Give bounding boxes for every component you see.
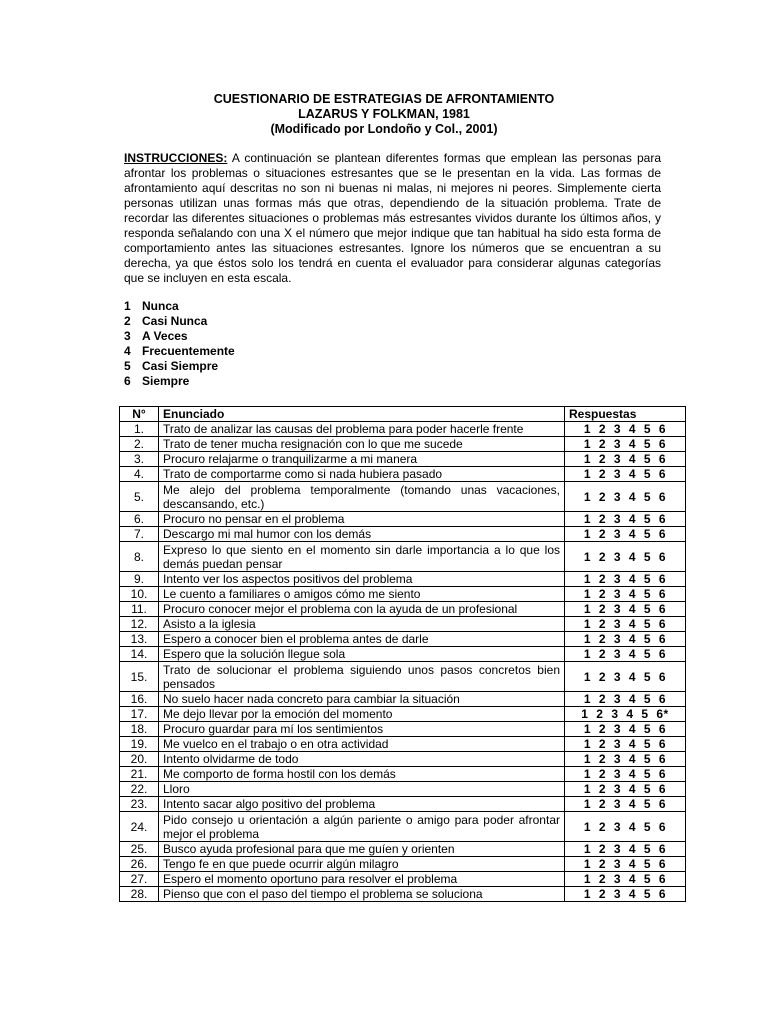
item-responses: 1 2 3 4 5 6 <box>565 512 686 527</box>
scale-item <box>124 344 235 359</box>
item-responses: 1 2 3 4 5 6 <box>565 872 686 887</box>
header-statement: Enunciado <box>159 407 565 422</box>
item-statement: Asisto a la iglesia <box>159 617 565 632</box>
item-number: 13. <box>120 632 159 647</box>
item-statement: Descargo mi mal humor con los demás <box>159 527 565 542</box>
table-row <box>120 542 686 572</box>
table-row <box>120 842 686 857</box>
item-statement: Pido consejo u orientación a algún pariente o amigo para poder afrontar mejor el problema <box>159 812 565 842</box>
table-row <box>120 767 686 782</box>
item-number: 2. <box>120 437 159 452</box>
item-statement: Expreso lo que siento en el momento sin darle importancia a lo que los demás puedan pensar <box>159 542 565 572</box>
item-responses: 1 2 3 4 5 6 <box>565 782 686 797</box>
table-row <box>120 887 686 902</box>
scale-number: 6 <box>124 374 131 388</box>
item-number: 16. <box>120 692 159 707</box>
table-row <box>120 737 686 752</box>
table-row <box>120 872 686 887</box>
item-number: 6. <box>120 512 159 527</box>
item-statement: Intento ver los aspectos positivos del problema <box>159 572 565 587</box>
scale-item <box>124 299 235 314</box>
scale-number: 1 <box>124 299 131 313</box>
instructions-paragraph <box>124 151 661 286</box>
instructions-text: A continuación se plantean diferentes formas que emplean las personas para afrontar los problemas o situaciones estresantes que se le presentan en la vida. Las formas de afrontamiento aquí descritas no son ni buenas ni malas, ni mejores ni peores. Simplemente cierta personas utilizan unas formas más que otras, dependiendo de la situación problema. Trate de recordar las diferentes situaciones o problemas más estresantes vividos durante los últimos años, y responda señalando con una X el número que mejor indique que tan habitual ha sido esta forma de comportamiento antes las situaciones estresantes. Ignore los números que se encuentran a su derecha, ya que éstos solo los tendrá en cuenta el evaluador para considerar algunas categorías que se incluyen en esta escala. <box>124 151 661 285</box>
item-number: 22. <box>120 782 159 797</box>
table-row <box>120 812 686 842</box>
item-statement: Espero a conocer bien el problema antes de darle <box>159 632 565 647</box>
item-number: 17. <box>120 707 159 722</box>
item-responses: 1 2 3 4 5 6 <box>565 587 686 602</box>
table-row <box>120 572 686 587</box>
item-responses: 1 2 3 4 5 6 <box>565 887 686 902</box>
scale-label: Casi Siempre <box>142 359 219 373</box>
table-row <box>120 422 686 437</box>
item-responses: 1 2 3 4 5 6 <box>565 572 686 587</box>
item-statement: Le cuento a familiares o amigos cómo me siento <box>159 587 565 602</box>
item-statement: Lloro <box>159 782 565 797</box>
item-statement: Procuro no pensar en el problema <box>159 512 565 527</box>
item-number: 11. <box>120 602 159 617</box>
item-responses: 1 2 3 4 5 6 <box>565 602 686 617</box>
item-statement: Me comporto de forma hostil con los demás <box>159 767 565 782</box>
scale-number: 5 <box>124 359 131 373</box>
table-row <box>120 632 686 647</box>
scale-item <box>124 374 235 389</box>
item-responses: 1 2 3 4 5 6 <box>565 437 686 452</box>
item-statement: Busco ayuda profesional para que me guíen y orienten <box>159 842 565 857</box>
table-row <box>120 617 686 632</box>
item-number: 23. <box>120 797 159 812</box>
item-statement: Me alejo del problema temporalmente (tomando unas vacaciones, descansando, etc.) <box>159 482 565 512</box>
item-responses: 1 2 3 4 5 6 <box>565 527 686 542</box>
item-statement: Trato de analizar las causas del problema para poder hacerle frente <box>159 422 565 437</box>
item-responses: 1 2 3 4 5 6 <box>565 692 686 707</box>
item-statement: Tengo fe en que puede ocurrir algún milagro <box>159 857 565 872</box>
item-responses: 1 2 3 4 5 6 <box>565 737 686 752</box>
response-scale-legend <box>124 299 235 389</box>
table-row <box>120 752 686 767</box>
table-row <box>120 797 686 812</box>
header-number: N° <box>120 407 159 422</box>
item-statement: No suelo hacer nada concreto para cambiar la situación <box>159 692 565 707</box>
item-statement: Intento olvidarme de todo <box>159 752 565 767</box>
table-row <box>120 482 686 512</box>
item-responses: 1 2 3 4 5 6 <box>565 797 686 812</box>
item-number: 20. <box>120 752 159 767</box>
item-number: 12. <box>120 617 159 632</box>
item-statement: Me dejo llevar por la emoción del momento <box>159 707 565 722</box>
table-row <box>120 782 686 797</box>
item-statement: Procuro conocer mejor el problema con la ayuda de un profesional <box>159 602 565 617</box>
scale-label: A Veces <box>142 329 188 343</box>
item-responses: 1 2 3 4 5 6 <box>565 542 686 572</box>
table-row <box>120 662 686 692</box>
table-row <box>120 512 686 527</box>
scale-label: Casi Nunca <box>142 314 208 328</box>
item-number: 21. <box>120 767 159 782</box>
item-number: 26. <box>120 857 159 872</box>
item-responses: 1 2 3 4 5 6 <box>565 752 686 767</box>
item-number: 19. <box>120 737 159 752</box>
title-line-2: LAZARUS Y FOLKMAN, 1981 <box>298 107 470 121</box>
scale-item <box>124 314 235 329</box>
document-title <box>0 92 768 137</box>
item-responses: 1 2 3 4 5 6 <box>565 767 686 782</box>
scale-number: 4 <box>124 344 131 358</box>
item-statement: Trato de comportarme como si nada hubiera pasado <box>159 467 565 482</box>
table-row <box>120 452 686 467</box>
instructions-label: INSTRUCCIONES: <box>124 151 228 165</box>
questionnaire-table <box>119 406 686 902</box>
table-row <box>120 647 686 662</box>
item-number: 24. <box>120 812 159 842</box>
item-statement: Trato de solucionar el problema siguiendo unos pasos concretos bien pensados <box>159 662 565 692</box>
item-responses: 1 2 3 4 5 6 <box>565 632 686 647</box>
item-responses: 1 2 3 4 5 6 <box>565 617 686 632</box>
item-number: 5. <box>120 482 159 512</box>
item-number: 25. <box>120 842 159 857</box>
item-responses: 1 2 3 4 5 6 <box>565 662 686 692</box>
item-statement: Procuro guardar para mí los sentimientos <box>159 722 565 737</box>
item-number: 3. <box>120 452 159 467</box>
item-number: 18. <box>120 722 159 737</box>
table-header-row <box>120 407 686 422</box>
item-statement: Me vuelco en el trabajo o en otra actividad <box>159 737 565 752</box>
item-responses: 1 2 3 4 5 6 <box>565 482 686 512</box>
item-number: 27. <box>120 872 159 887</box>
table-row <box>120 602 686 617</box>
title-line-3: (Modificado por Londoño y Col., 2001) <box>270 122 498 136</box>
item-responses: 1 2 3 4 5 6 <box>565 812 686 842</box>
item-statement: Espero el momento oportuno para resolver el problema <box>159 872 565 887</box>
item-number: 4. <box>120 467 159 482</box>
scale-number: 3 <box>124 329 131 343</box>
scale-item <box>124 329 235 344</box>
scale-label: Nunca <box>142 299 179 313</box>
title-line-1: CUESTIONARIO DE ESTRATEGIAS DE AFRONTAMIENTO <box>213 92 555 106</box>
item-number: 1. <box>120 422 159 437</box>
item-statement: Pienso que con el paso del tiempo el problema se soluciona <box>159 887 565 902</box>
item-number: 10. <box>120 587 159 602</box>
item-responses: 1 2 3 4 5 6 <box>565 722 686 737</box>
header-responses: Respuestas <box>565 407 686 422</box>
item-statement: Trato de tener mucha resignación con lo que me sucede <box>159 437 565 452</box>
table-row <box>120 692 686 707</box>
item-number: 9. <box>120 572 159 587</box>
item-responses: 1 2 3 4 5 6* <box>565 707 686 722</box>
table-row <box>120 857 686 872</box>
table-row <box>120 467 686 482</box>
item-responses: 1 2 3 4 5 6 <box>565 857 686 872</box>
item-statement: Procuro relajarme o tranquilizarme a mi manera <box>159 452 565 467</box>
item-statement: Intento sacar algo positivo del problema <box>159 797 565 812</box>
table-row <box>120 437 686 452</box>
scale-label: Frecuentemente <box>142 344 235 358</box>
scale-label: Siempre <box>142 374 190 388</box>
scale-number: 2 <box>124 314 131 328</box>
item-responses: 1 2 3 4 5 6 <box>565 647 686 662</box>
item-number: 8. <box>120 542 159 572</box>
scale-item <box>124 359 235 374</box>
table-row <box>120 527 686 542</box>
item-number: 28. <box>120 887 159 902</box>
item-number: 7. <box>120 527 159 542</box>
item-statement: Espero que la solución llegue sola <box>159 647 565 662</box>
table-row <box>120 707 686 722</box>
item-responses: 1 2 3 4 5 6 <box>565 452 686 467</box>
table-row <box>120 722 686 737</box>
item-responses: 1 2 3 4 5 6 <box>565 467 686 482</box>
item-number: 14. <box>120 647 159 662</box>
table-row <box>120 587 686 602</box>
item-number: 15. <box>120 662 159 692</box>
item-responses: 1 2 3 4 5 6 <box>565 422 686 437</box>
item-responses: 1 2 3 4 5 6 <box>565 842 686 857</box>
